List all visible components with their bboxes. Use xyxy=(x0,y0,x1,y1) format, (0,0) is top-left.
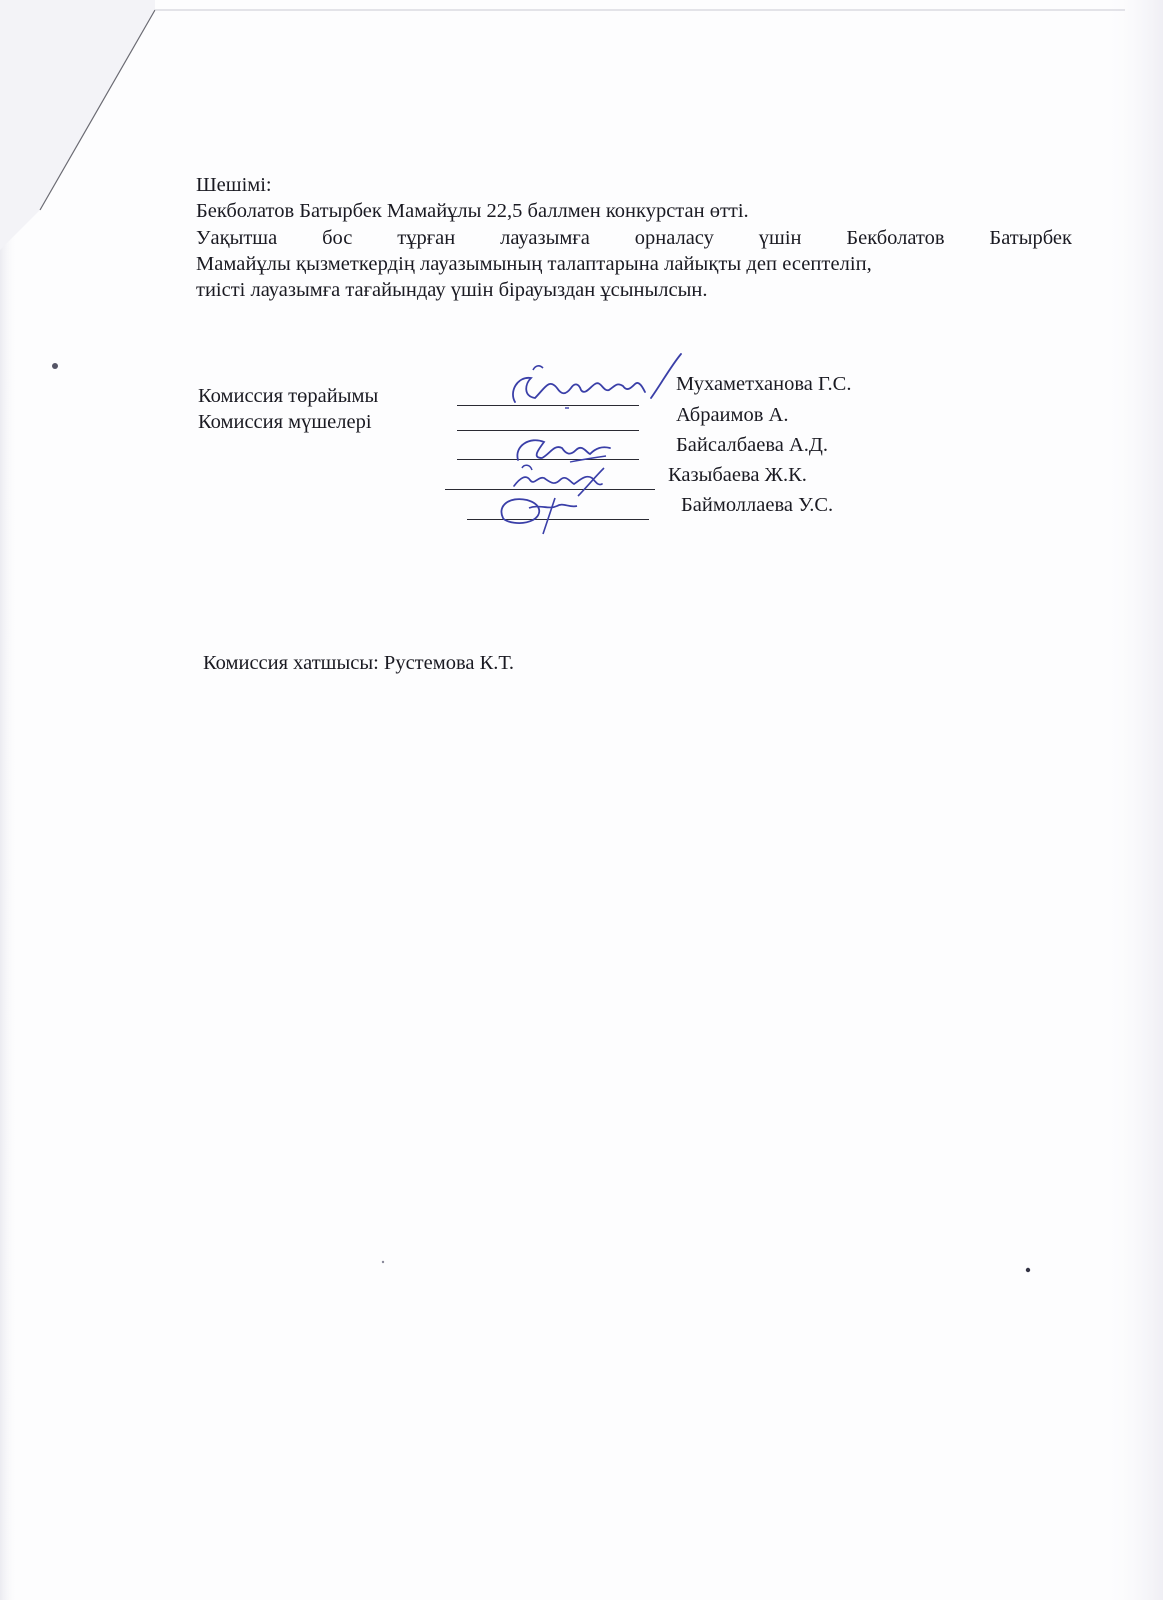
signature-member-4 xyxy=(493,488,603,536)
commission-chair-label: Комиссия төрайымы xyxy=(198,385,379,407)
commission-secretary: Комиссия хатшысы: Рустемова К.Т. xyxy=(203,652,514,674)
decision-line-4: тиісті лауазымға тағайындау үшін бірауыздан ұсынылсын. xyxy=(196,279,708,301)
decision-line-2: Уақытша бос тұрған лауазымға орналасу үшін Бекболатов Батырбек xyxy=(196,227,1072,249)
signatory-name: Абраимов А. xyxy=(676,404,789,426)
signatory-name: Баймоллаева У.С. xyxy=(681,494,834,516)
decision-result: Бекболатов Батырбек Мамайұлы 22,5 баллмен конкурстан өтті. xyxy=(196,200,749,222)
signatory-name: Байсалбаева А.Д. xyxy=(676,434,828,456)
signatory-name: Казыбаева Ж.К. xyxy=(668,464,807,486)
commission-members-label: Комиссия мүшелері xyxy=(198,411,372,433)
decision-line-3: Мамайұлы қызметкердің лауазымының талаптарына лайықты деп есептеліп, xyxy=(196,253,872,275)
signature-chair xyxy=(505,348,685,420)
signatory-name: Мухаметханова Г.С. xyxy=(676,373,852,395)
decision-heading: Шешімі: xyxy=(196,174,272,196)
